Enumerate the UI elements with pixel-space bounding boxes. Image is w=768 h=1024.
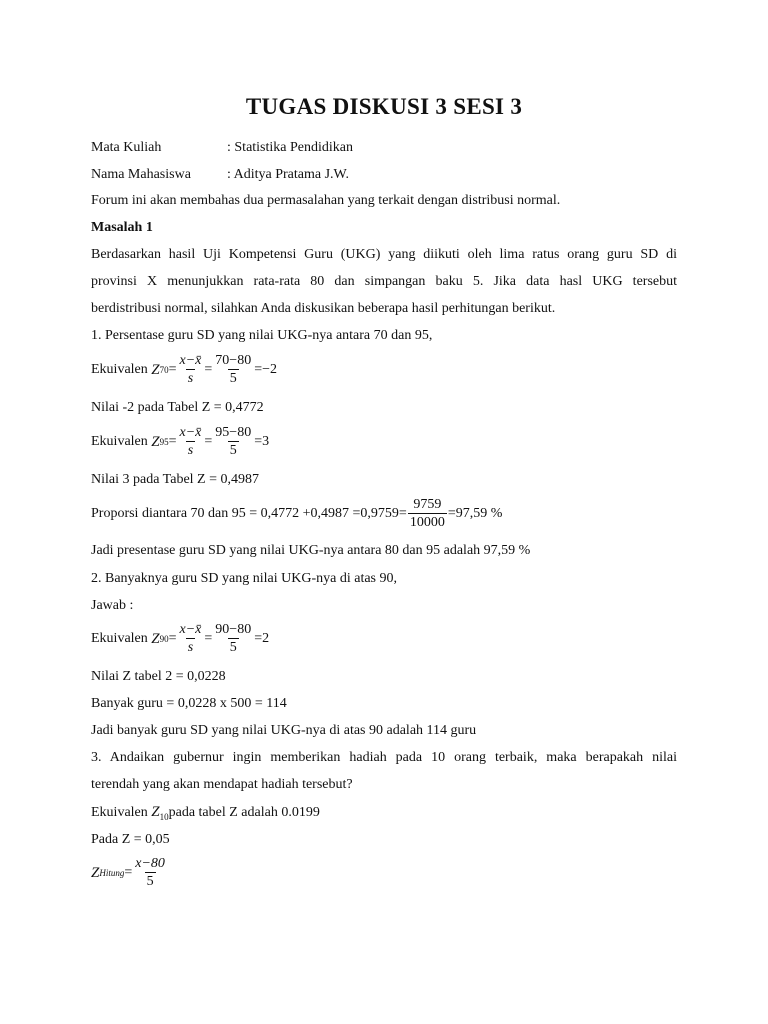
ekuivalen-label: Ekuivalen xyxy=(91,361,148,377)
equation-z95: Ekuivalen Z 95 = x−x̄ s = $\frac{95-80}{5}$ =3 xyxy=(91,425,270,458)
fraction: x−x̄ s xyxy=(179,622,202,655)
equation-z90: Ekuivalen Z 90 = x−x̄ s = $\frac{90-80}{5}$ =2 xyxy=(91,622,270,655)
jadi-2: Jadi banyak guru SD yang nilai UKG-nya di atas 90 adalah 114 guru xyxy=(91,723,477,738)
equation-z70: Ekuivalen Z 70 = x−x̄ s = $\frac{70-80}{5}$ =−2 xyxy=(91,353,277,386)
forum-text: Forum ini akan membahas dua permasalahan yang terkait dengan distribusi normal. xyxy=(91,193,561,208)
nilai-minus2: Nilai -2 pada Tabel Z = 0,4772 xyxy=(91,400,264,415)
paragraph-line-1: Berdasarkan hasil Uji Kompetensi Guru (UKG) yang diikuti oleh lima ratus orang guru SD di xyxy=(91,247,677,262)
question-1: 1. Persentase guru SD yang nilai UKG-nya antara 70 dan 95, xyxy=(91,328,433,343)
fraction: x−x̄ s xyxy=(179,425,202,458)
document-title: TUGAS DISKUSI 3 SESI 3 xyxy=(245,94,523,119)
proporsi-line: Proporsi diantara 70 dan 95 = 0,4772 +0,4987 =0,9759= $\frac{9759}{10000}$ =97,59 % xyxy=(91,497,503,530)
jadi-1: Jadi presentase guru SD yang nilai UKG-nya antara 80 dan 95 adalah 97,59 % xyxy=(91,543,531,558)
question-3-line-2: terendah yang akan mendapat hadiah tersebut? xyxy=(91,777,353,792)
paragraph-line-2: provinsi X menunjukkan rata-rata 80 dan simpangan baku 5. Jika data hasl UKG tersebut xyxy=(91,274,677,289)
fraction: x−80 5 xyxy=(135,856,165,889)
mata-kuliah-row xyxy=(91,139,353,157)
nama-row xyxy=(91,166,349,184)
nilai-z-tabel-2: Nilai Z tabel 2 = 0,0228 xyxy=(91,669,226,684)
banyak-guru: Banyak guru = 0,0228 x 500 = 114 xyxy=(91,696,287,711)
mata-kuliah-value: : Statistika Pendidikan xyxy=(227,140,353,155)
jawab-label: Jawab : xyxy=(91,598,134,613)
pada-z: Pada Z = 0,05 xyxy=(91,832,170,847)
nilai-3: Nilai 3 pada Tabel Z = 0,4987 xyxy=(91,472,260,487)
nama-value: : Aditya Pratama J.W. xyxy=(227,167,349,182)
fraction: x−x̄ s xyxy=(179,353,202,386)
masalah-heading: Masalah 1 xyxy=(91,220,153,235)
paragraph-line-3: berdistribusi normal, silahkan Anda diskusikan beberapa hasil perhitungan berikut. xyxy=(91,301,556,316)
fraction: $\frac{95-80}{5}$ xyxy=(215,425,252,458)
nama-label: Nama Mahasiswa xyxy=(91,167,191,182)
ekuivalen-z10: Ekuivalen $Z_{10}pada$ tabel Z adalah 0.0199 xyxy=(91,804,320,822)
equation-z-hitung: Z Hitung = x−80 5 xyxy=(91,856,165,889)
fraction: $\frac{90-80}{5}$ xyxy=(215,622,252,655)
question-2: 2. Banyaknya guru SD yang nilai UKG-nya di atas 90, xyxy=(91,571,397,586)
question-3-line-1: 3. Andaikan gubernur ingin memberikan hadiah pada 10 orang terbaik, maka berapakah nilai xyxy=(91,750,677,765)
fraction: $\frac{9759}{10000}$ xyxy=(409,497,445,530)
mata-kuliah-label: Mata Kuliah xyxy=(91,140,162,155)
fraction: $\frac{70-80}{5}$ xyxy=(215,353,252,386)
